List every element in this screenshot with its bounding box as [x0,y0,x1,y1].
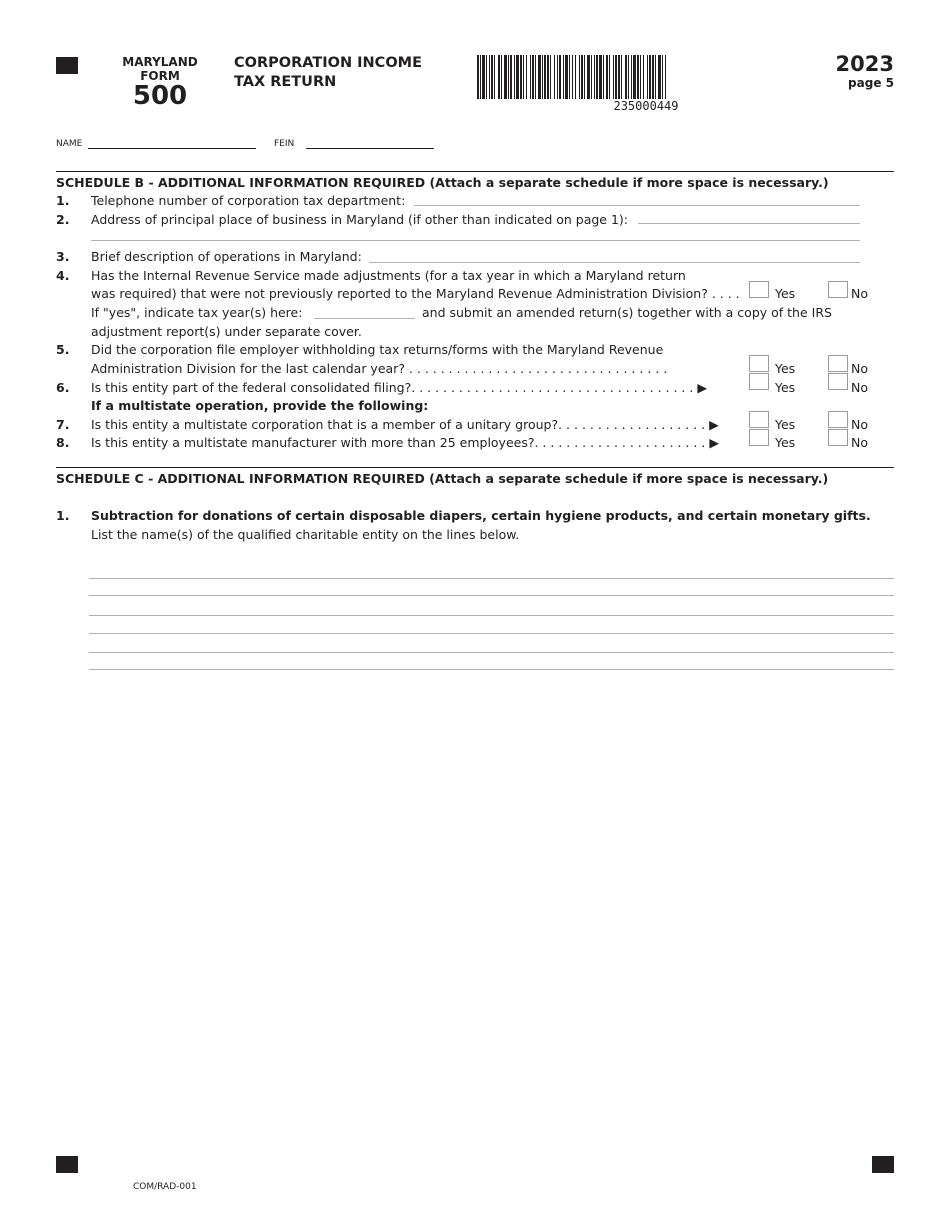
tax-year: 2023 [835,52,894,76]
charity-line-2[interactable] [89,595,894,596]
q4-yes-checkbox[interactable] [749,281,769,298]
multistate-heading: If a multistate operation, provide the following: [91,398,429,413]
address-field-line1[interactable] [638,223,860,224]
registration-mark-top-left [56,57,78,74]
q6-yes-label: Yes [775,380,796,395]
q8-yes-checkbox[interactable] [749,429,769,446]
q6-text: Is this entity part of the federal consolidated filing?. . . . . . . . . . . . . . . . . . . . . . . . . . . . . . . . . . . . ▶ [91,380,707,395]
q7-text: Is this entity a multistate corporation that is a member of a unitary group?. . . . . . . . . . . . . . . . . . . ▶ [91,417,719,432]
telephone-field[interactable] [414,205,860,206]
q6-yes-checkbox[interactable] [749,373,769,390]
q4-text-line3a: If "yes", indicate tax year(s) here: [91,305,303,320]
q5-text-line1: Did the corporation file employer withholding tax returns/forms with the Maryland Revenue [91,342,664,357]
q5-yes-checkbox[interactable] [749,355,769,372]
q8-no-checkbox[interactable] [828,429,848,446]
charity-line-4[interactable] [89,633,894,634]
schedule-b-heading: SCHEDULE B - ADDITIONAL INFORMATION REQUIRED (Attach a separate schedule if more space is necessary.) [56,175,829,190]
q4-text-line1: Has the Internal Revenue Service made adjustments (for a tax year in which a Maryland return [91,268,686,283]
schedule-c-q1-number: 1. [56,508,70,523]
form-label: FORM [140,69,180,83]
q7-yes-checkbox[interactable] [749,411,769,428]
q5-no-label: No [851,361,868,376]
q7-yes-label: Yes [775,417,796,432]
q4-text-line3b: and submit an amended return(s) together with a copy of the IRS [422,305,832,320]
q7-no-label: No [851,417,868,432]
tax-year-field[interactable] [314,318,415,319]
q4-no-checkbox[interactable] [828,281,848,298]
q3-text: Brief description of operations in Maryland: [91,249,362,264]
q1-text: Telephone number of corporation tax department: [91,193,406,208]
registration-mark-bottom-left [56,1156,78,1173]
schedule-c-q1-title: Subtraction for donations of certain disposable diapers, certain hygiene products, and certain monetary gifts. [91,508,871,523]
q6-no-checkbox[interactable] [828,373,848,390]
name-label: NAME [56,139,83,149]
q7-no-checkbox[interactable] [828,411,848,428]
q7-number: 7. [56,417,70,432]
q8-yes-label: Yes [775,435,796,450]
fein-field[interactable] [306,148,434,149]
form-title-line1: CORPORATION INCOME [234,55,422,71]
q3-number: 3. [56,249,70,264]
q8-no-label: No [851,435,868,450]
registration-mark-bottom-right [872,1156,894,1173]
schedule-c-q1-text: List the name(s) of the qualified charitable entity on the lines below. [91,527,520,542]
form-number: 500 [132,81,188,111]
q5-number: 5. [56,342,70,357]
name-field[interactable] [88,148,256,149]
charity-line-5[interactable] [89,652,894,653]
q5-text-line2: Administration Division for the last calendar year? . . . . . . . . . . . . . . . . . . . . . . . . . . . . . . . . . [91,361,668,376]
form-code: COM/RAD-001 [133,1182,197,1192]
q1-number: 1. [56,193,70,208]
q2-text: Address of principal place of business in Maryland (if other than indicated on page 1): [91,212,629,227]
fein-label: FEIN [274,139,295,149]
q4-no-label: No [851,286,868,301]
q4-number: 4. [56,268,70,283]
q4-yes-label: Yes [775,286,796,301]
operations-field[interactable] [369,262,860,263]
state-label: MARYLAND [122,55,198,69]
barcode-number: 235000449 [613,99,679,113]
q6-no-label: No [851,380,868,395]
charity-line-3[interactable] [89,615,894,616]
address-field-line2[interactable] [91,240,860,241]
form-title-line2: TAX RETURN [234,74,337,90]
charity-line-6[interactable] [89,669,894,670]
charity-line-1[interactable] [89,578,894,579]
schedule-b-divider [56,171,894,172]
schedule-c-divider [56,467,894,468]
q8-number: 8. [56,435,70,450]
barcode [477,55,815,99]
q6-number: 6. [56,380,70,395]
q2-number: 2. [56,212,70,227]
q5-yes-label: Yes [775,361,796,376]
q5-no-checkbox[interactable] [828,355,848,372]
page-number: page 5 [848,76,894,90]
schedule-c-heading: SCHEDULE C - ADDITIONAL INFORMATION REQUIRED (Attach a separate schedule if more space is necessary.) [56,471,829,486]
q8-text: Is this entity a multistate manufacturer with more than 25 employees?. . . . . . . . . . . . . . . . . . . . . . ▶ [91,435,719,450]
q4-text-line2: was required) that were not previously reported to the Maryland Revenue Administration Division? . . . . [91,286,740,301]
q4-text-line4: adjustment report(s) under separate cover. [91,324,362,339]
